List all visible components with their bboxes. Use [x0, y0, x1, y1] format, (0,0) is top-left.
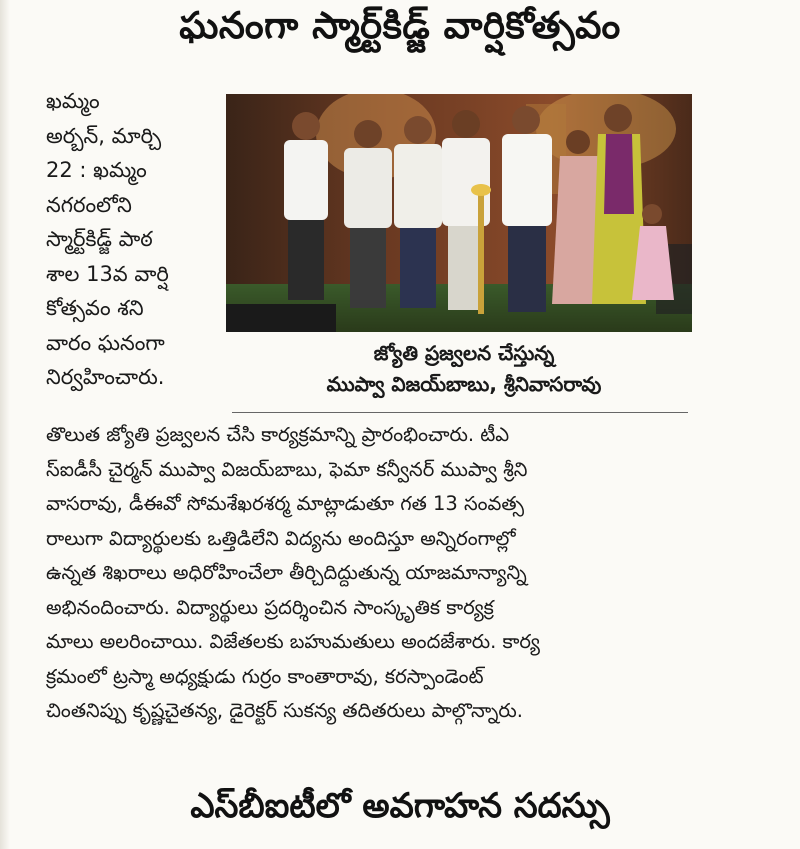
- article-body: [46, 418, 706, 729]
- body-line: అభినందించారు. విద్యార్థులు ప్రదర్శించిన సాంస్కృతిక కార్యక్ర: [46, 595, 494, 619]
- lead-line: స్మార్ట్‌కిడ్జ్ పాఠ: [46, 227, 153, 251]
- body-line: రాలుగా విద్యార్థులకు ఒత్తిడిలేని విద్యను అందిస్తూ అన్నిరంగాల్లో: [46, 526, 516, 550]
- caption-divider: [232, 412, 688, 413]
- event-photo: [226, 94, 692, 332]
- next-article-headline: ఎస్‌బీఐటీలో అవగాహన సదస్సు: [190, 786, 610, 826]
- lead-line: నిర్వహించారు.: [46, 365, 165, 389]
- caption-text: జ్యోతి ప్రజ్వలన చేస్తున్న ముప్వా విజయ్‌బాబు, శ్రీనివాసరావు: [326, 341, 602, 396]
- body-line: ఉన్నత శిఖరాలు అధిరోహించేలా తీర్చిదిద్దుతున్న యాజమాన్యాన్ని: [46, 561, 527, 584]
- lead-line: అర్బన్‌, మార్చి: [46, 123, 162, 148]
- body-line: తొలుత జ్యోతి ప్రజ్వలన చేసి కార్యక్రమాన్ని ప్రారంభించారు. టీఎ: [46, 423, 510, 446]
- body-line: మాలు అలరించాయి. విజేతలకు బహుమతులు అందజేశారు. కార్య: [46, 630, 540, 653]
- lead-line: నగరంలోని: [46, 192, 132, 217]
- body-line: చింతనిప్పు కృష్ణచైతన్య, డైరెక్టర్ సుకన్య తదితరులు పాల్గొన్నారు.: [46, 699, 523, 722]
- lead-line: 22 : ఖమ్మం: [46, 158, 147, 182]
- article-headline: ఘనంగా స్మార్ట్‌కిడ్జ్ వార్షికోత్సవం: [179, 4, 621, 47]
- page-fold-shadow: [0, 0, 10, 849]
- body-line: క్రమంలో ట్రస్మా అధ్యక్షుడు గుర్రం కాంతారావు, కరస్పాండెంట్: [46, 664, 484, 688]
- lead-line: శాల 13వ వార్షి: [46, 261, 169, 286]
- body-line: వాసరావు, డీఈవో సోమశేఖరశర్మ మాట్లాడుతూ గత 13 సంవత్స: [46, 492, 525, 515]
- lead-line: ఖమ్మం: [46, 89, 100, 113]
- lead-line: వారం ఘనంగా: [46, 330, 165, 355]
- lead-paragraph: [46, 84, 226, 395]
- photo-caption: [236, 338, 692, 400]
- lead-line: కోత్సవం శని: [46, 296, 144, 320]
- body-line: స్‌ఐడీసీ చైర్మన్ ముప్వా విజయ్‌బాబు, ఫెమా కన్వీనర్ ముప్వా శ్రీని: [46, 457, 528, 481]
